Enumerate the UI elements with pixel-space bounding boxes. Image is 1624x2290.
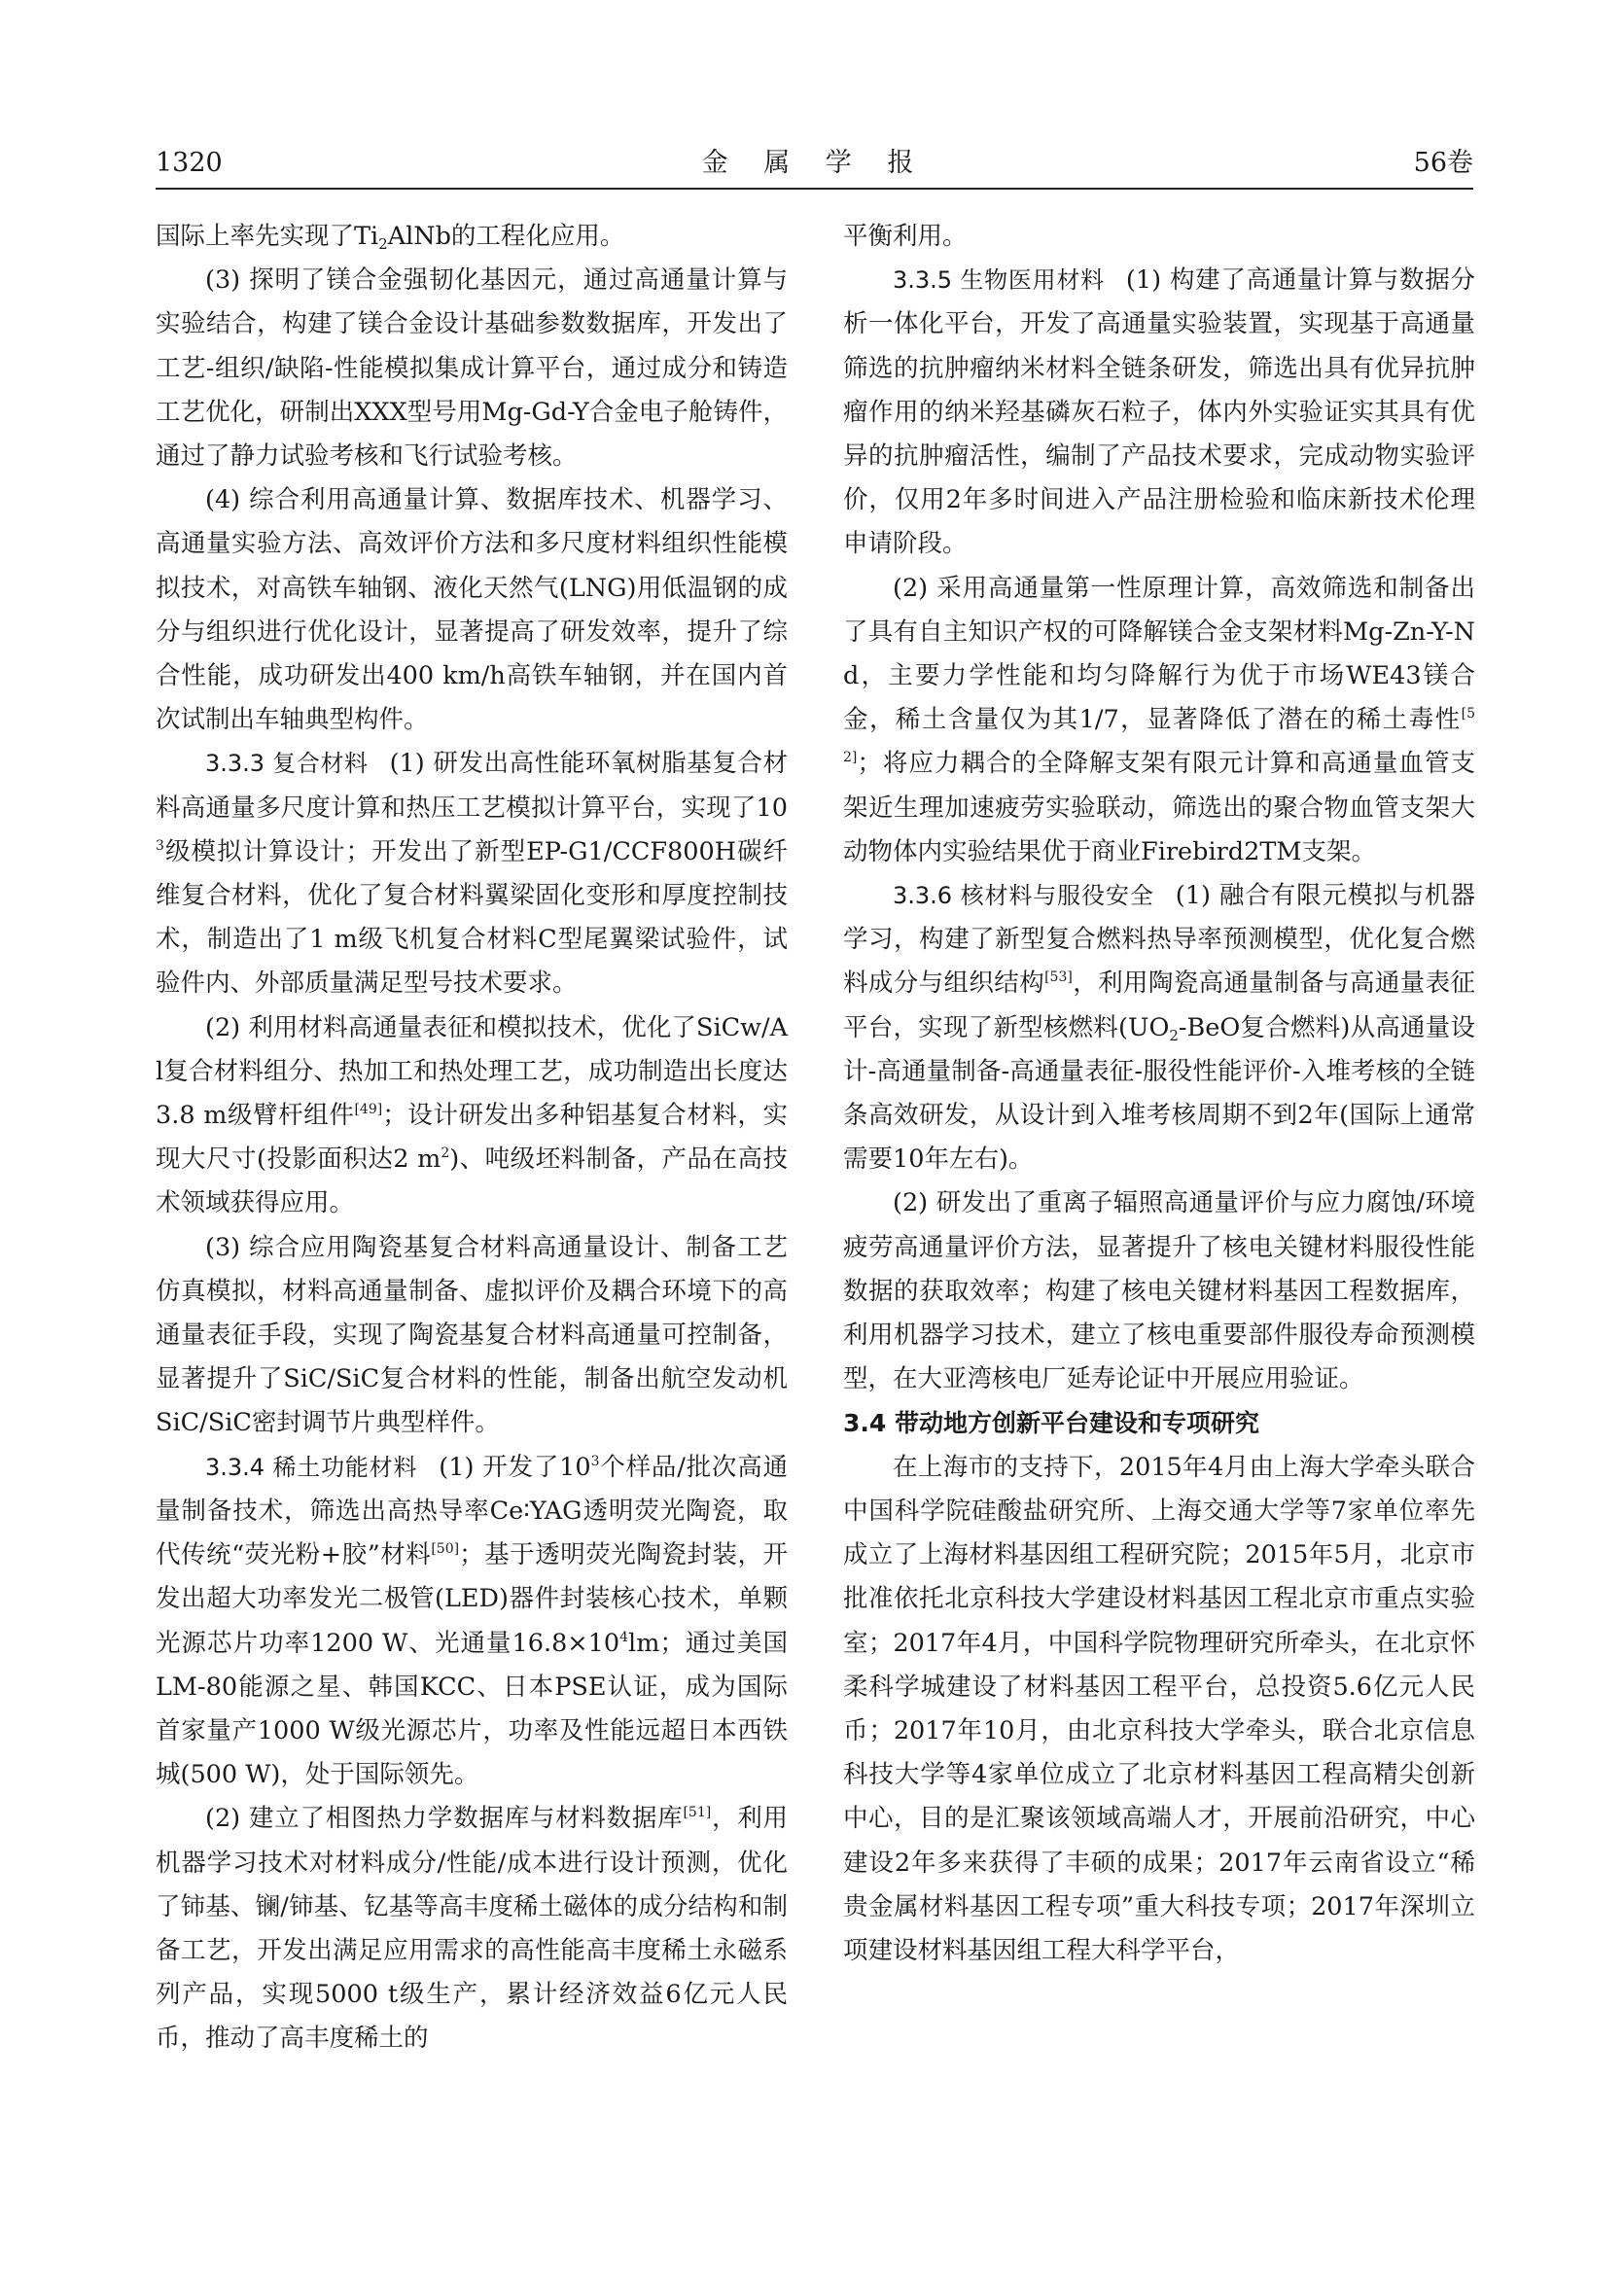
subsection-heading: 3.3.6 核材料与服役安全 xyxy=(893,882,1154,910)
paragraph: (3) 综合应用陶瓷基复合材料高通量设计、制备工艺仿真模拟，材料高通量制备、虚拟评价及耦合环境下的高通量表征手段，实现了陶瓷基复合材料高通量可控制备，显著提升了SiC/SiC复合材料的性能，制备出航空发动机SiC/SiC密封调节片典型样件。 xyxy=(156,1232,788,1438)
paragraph: 国际上率先实现了$Ti_2AlNb$的工程化应用。 xyxy=(156,222,625,253)
paragraph: (2) 利用材料高通量表征和模拟技术，优化了SiCw/Al复合材料组分、热加工和热处理工艺，成功制造出长度达3.8 m级臂杆组件[49]；设计研发出多种铝基复合材料，实现大尺寸(投影面积达2 $m^2$)、吨级坯料制备，产品在高技术领域获得应用。 xyxy=(156,1012,788,1218)
subsection-heading: 3.3.3 复合材料 xyxy=(205,750,369,778)
paragraph: 3.3.4 稀土功能材料 (1) 开发了$10^3$个样品/批次高通量制备技术，筛选出高热导率Ce∶YAG透明荧光陶瓷，取代传统“荧光粉+胶”材料[50]；基于透明荧光陶瓷封装，开发出超大功率发光二极管(LED)器件封装核心技术，单颗光源芯片功率1200 W、光通量$16.8\times 10^4lm$；通过美国LM-80能源之星、韩国KCC、日本PSE认证，成为国际首家量产1000 W级光源芯片，功率及性能远超日本西铁城(500 W)，处于国际领先。 xyxy=(156,1452,788,1790)
volume-label: 56卷 xyxy=(1413,148,1473,178)
paragraph: (2) 建立了相图热力学数据库与材料数据库[51]，利用机器学习技术对材料成分/性能/成本进行设计预测，优化了铈基、镧/铈基、钇基等高丰度稀土磁体的成分结构和制备工艺，开发出满足应用需求的高性能高丰度稀土永磁系列产品，实现5000 t级生产，累计经济效益6亿元人民币，推动了高丰度稀土的 xyxy=(156,1804,788,2054)
paragraph: 3.3.6 核材料与服役安全 (1) 融合有限元模拟与机器学习，构建了新型复合燃料热导率预测模型，优化复合燃料成分与组织结构[53]，利用陶瓷高通量制备与高通量表征平台，实现了新型核燃料($UO_2$-BeO复合燃料)从高通量设计-高通量制备-高通量表征-服役性能评价-入堆考核的全链条高效研发，从设计到入堆考核周期不到2年(国际上通常需要10年左右)。 xyxy=(843,881,1475,1175)
header-rule xyxy=(156,188,1473,190)
right-column xyxy=(843,215,1475,1973)
running-header xyxy=(156,144,1473,183)
citation: [52] xyxy=(843,706,1475,766)
paragraph: 3.3.5 生物医用材料 (1) 构建了高通量计算与数据分析一体化平台，开发了高通量实验装置，实现基于高通量筛选的抗肿瘤纳米材料全链条研发，筛选出具有优异抗肿瘤作用的纳米羟基磷灰石粒子，体内外实验证实其具有优异的抗肿瘤活性，编制了产品技术要求，完成动物实验评价，仅用2年多时间进入产品注册检验和临床新技术伦理申请阶段。 xyxy=(843,265,1475,559)
section-heading: 3.4 带动地方创新平台建设和专项研究 xyxy=(843,1409,1259,1438)
page-number: 1320 xyxy=(156,148,223,178)
paragraph: 平衡利用。 xyxy=(843,222,968,251)
citation: [53] xyxy=(1044,969,1073,986)
paragraph: (2) 采用高通量第一性原理计算，高效筛选和制备出了具有自主知识产权的可降解镁合金支架材料Mg-Zn-Y-Nd，主要力学性能和均匀降解行为优于市场WE43镁合金，稀土含量仅为其1/7，显著降低了潜在的稀土毒性[52]；将应力耦合的全降解支架有限元计算和高通量血管支架近生理加速疲劳实验联动，筛选出的聚合物血管支架大动物体内实验结果优于商业Firebird2TM支架。 xyxy=(843,573,1475,866)
paragraph: (2) 研发出了重离子辐照高通量评价与应力腐蚀/环境疲劳高通量评价方法，显著提升了核电关键材料服役性能数据的获取效率；构建了核电关键材料基因工程数据库，利用机器学习技术，建立了核电重要部件服役寿命预测模型，在大亚湾核电厂延寿论证中开展应用验证。 xyxy=(843,1188,1475,1394)
subsection-heading: 3.3.4 稀土功能材料 xyxy=(205,1453,418,1481)
paragraph: 在上海市的支持下，2015年4月由上海大学牵头联合中国科学院硅酸盐研究所、上海交通大学等7家单位率先成立了上海材料基因组工程研究院；2015年5月，北京市批准依托北京科技大学建设材料基因工程北京市重点实验室；2017年4月，中国科学院物理研究所牵头，在北京怀柔科学城建设了材料基因工程平台，总投资5.6亿元人民币；2017年10月，由北京科技大学牵头，联合北京信息科技大学等4家单位成立了北京材料基因工程高精尖创新中心，目的是汇聚该领域高端人才，开展前沿研究，中心建设2年多来获得了丰硕的成果；2017年云南省设立“稀贵金属材料基因工程专项”重大科技专项；2017年深圳立项建设材料基因组工程大科学平台， xyxy=(843,1452,1475,1965)
journal-title: 金 属 学 报 xyxy=(701,148,928,178)
paragraph: 3.3.3 复合材料 (1) 研发出高性能环氧树脂基复合材料高通量多尺度计算和热压工艺模拟计算平台，实现了$10^3$级模拟计算设计；开发出了新型EP-G1/CCF800H碳纤维复合材料，优化了复合材料翼梁固化变形和厚度控制技术，制造出了1 m级飞机复合材料C型尾翼梁试验件，试验件内、外部质量满足型号技术要求。 xyxy=(156,749,788,999)
citation: [49] xyxy=(354,1102,383,1118)
paragraph: (3) 探明了镁合金强韧化基因元，通过高通量计算与实验结合，构建了镁合金设计基础参数数据库，开发出了工艺-组织/缺陷-性能模拟集成计算平台，通过成分和铸造工艺优化，研制出XXX型号用Mg-Gd-Y合金电子舱铸件，通过了静力试验考核和飞行试验考核。 xyxy=(156,265,788,472)
paragraph: (4) 综合利用高通量计算、数据库技术、机器学习、高通量实验方法、高效评价方法和多尺度材料组织性能模拟技术，对高铁车轴钢、液化天然气(LNG)用低温钢的成分与组织进行优化设计，显著提高了研发效率，提升了综合性能，成功研发出400 km/h高铁车轴钢，并在国内首次试制出车轴典型构件。 xyxy=(156,485,788,735)
citation: [51] xyxy=(683,1805,712,1821)
subsection-heading: 3.3.5 生物医用材料 xyxy=(893,266,1105,295)
left-column xyxy=(156,215,788,2061)
citation: [50] xyxy=(431,1541,460,1558)
